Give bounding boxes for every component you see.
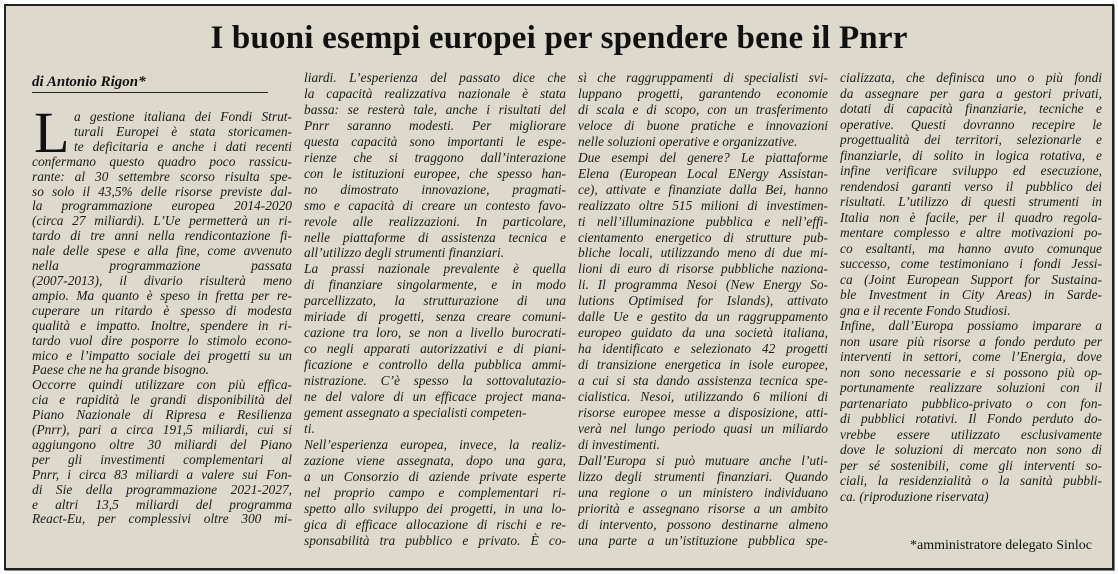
article-column-3 (578, 70, 828, 549)
text-line: confermano questo quadro poco rassicu- (32, 154, 292, 169)
text-line: interventi in settori, come l’Energia, dove (840, 349, 1102, 364)
text-line: per gli investimenti complementari al (32, 452, 292, 467)
text-line: parcellizzato, la strutturazione di una (304, 293, 566, 309)
text-line: zazione viene assegnata, dopo una gara, (304, 452, 566, 468)
text-line: cuperare un ritardo è spesso di modesta (32, 303, 292, 318)
text-line: ficazione e controllo della pubblica ammi- (304, 357, 566, 373)
text-line: smo e capacità di creare un contesto favo- (304, 197, 566, 213)
text-line: progettualità dei territori, selezionarle e (840, 132, 1102, 147)
text-line: ble Investment in City Areas) in Sarde- (840, 287, 1102, 302)
text-line: di Sie della programmazione 2021-2027, (32, 482, 292, 497)
text-line: revole alle realizzazioni. In particolare, (304, 213, 566, 229)
text-line: di intervento, possono destinarne almeno (578, 516, 828, 532)
byline: di Antonio Rigon* (32, 74, 268, 93)
article-column-4 (840, 70, 1102, 504)
text-line: a cui si sta dando assistenza tecnica spe- (578, 373, 828, 389)
text-line: cialistica. Nesoi, utilizzando 6 milioni di (578, 389, 828, 405)
text-line: miriade di progetti, senza creare comuni- (304, 309, 566, 325)
text-line: per sé sostenibili, come gli interventi so- (840, 457, 1102, 473)
text-line: di pubblici rotativi. Il Fondo perduto do- (840, 411, 1102, 426)
drop-cap: L (34, 100, 70, 165)
text-line: vrebbe essere utilizzato esclusivamente (840, 426, 1102, 442)
text-line: so solo il 43,5% delle risorse previste dal- (32, 184, 292, 199)
text-line: nale delle spese e alla fine, come avvenuto (32, 244, 292, 259)
text-line: operative. Questi dovranno recepire le (840, 116, 1102, 132)
text-line: dalle Ue e gestito da un raggruppamento (578, 309, 828, 325)
text-line: nel proprio campo e complementari ri- (304, 484, 566, 500)
text-line: veloce di buone pratiche e innovazioni (578, 117, 828, 133)
text-line: risorse europee messe a disposizione, atti- (578, 405, 828, 421)
text-line: sì che raggruppamenti di specialisti svi- (578, 70, 828, 85)
text-line: li. Il programma Nesoi (New Energy So- (578, 277, 828, 293)
text-line: liardi. L’esperienza del passato dice che (304, 70, 566, 85)
article-column-2 (304, 70, 566, 549)
text-line: gement assegnato a specialisti competen- (304, 405, 527, 421)
text-line: gna e il recente Fondo Studiosi. (840, 302, 1011, 318)
text-line: priorità e assegnano risorse a un ambito (578, 500, 828, 516)
text-line: realizzato oltre 515 milioni di investimen- (578, 197, 828, 213)
text-line: bliche locali, utilizzando meno di due mi- (578, 245, 828, 261)
text-line: ampio. Ma quanto è speso in fretta per re- (32, 288, 292, 303)
text-line: React-Eu, per complessivi oltre 300 mi- (32, 512, 292, 527)
text-line: sponsabilità tra pubblico e privato. È co- (304, 532, 566, 548)
text-line: di finanziare singolarmente, e in modo (304, 277, 566, 293)
text-line: ti nell’illuminazione pubblica e nell’effi- (578, 213, 828, 229)
text-line: tardo vuol dire posporre lo stimolo econo- (32, 333, 292, 348)
text-line: Italia non è facile, per il quadro regola- (840, 209, 1102, 225)
text-line: ti. (304, 420, 315, 436)
text-line: Infine, dall’Europa possiamo imparare a (840, 318, 1102, 333)
text-line: gica di efficace allocazione di rischi e re- (304, 516, 566, 532)
text-line: Paese che ne ha grande bisogno. (32, 363, 210, 378)
text-line: cazione tra loro, se non a livello burocrati- (304, 325, 566, 341)
text-line: tardo di tre anni nella rendicontazione fi- (32, 229, 292, 244)
text-line: Elena (European Local ENergy Assistan- (578, 165, 828, 181)
text-line: spetto allo sviluppo dei progetti, in una lo- (304, 500, 566, 516)
author-note: *amministratore delegato Sinloc (910, 538, 1092, 553)
text-line: dotati di capacità finanziarie, tecniche e (840, 101, 1102, 116)
text-line: finanziarle, di solito in logica rotativa, e (840, 147, 1102, 163)
text-line: una parte a un’istituzione pubblica spe- (578, 532, 828, 548)
text-line: europeo guidato da una società italiana, (578, 325, 828, 341)
text-line: a gestione italiana dei Fondi Strut- (74, 110, 292, 124)
text-line: te deficitaria e anche i dati recenti (74, 139, 292, 154)
text-line: di scala e di scopo, con un trasferimento (578, 101, 828, 117)
text-line: lioni di euro di risorse pubbliche naziona- (578, 261, 828, 277)
text-line: Pnrr, i circa 83 miliardi a valere sui Fon- (32, 467, 292, 482)
text-line: ha identificato e selezionato 42 progetti (578, 341, 828, 357)
text-line: (circa 27 miliardi). L’Ue permetterà un ri- (32, 214, 292, 229)
text-line: aggiungono oltre 30 miliardi del Piano (32, 437, 292, 452)
text-line: da assegnare per gara a gestori privati, (840, 85, 1102, 101)
text-line: rienze che si traggono dall’interazione (304, 149, 566, 165)
text-line: cializzata, che definisca uno o più fondi (840, 70, 1102, 85)
text-line: nelle soluzioni operative e organizzative. (578, 133, 798, 149)
article-clipping (4, 4, 1114, 570)
text-line: Dall’Europa si può mutuare anche l’uti- (578, 452, 828, 468)
text-line: la capacità realizzativa nazionale è stata (304, 85, 566, 101)
text-line: non sono necessarie e si possono più op- (840, 364, 1102, 380)
text-line: ce), attivate e finanziate dalla Bei, hanno (578, 181, 828, 197)
text-line: verà nel lungo periodo quasi un miliardo (578, 420, 828, 436)
text-line: ne del valore di un efficace project mana- (304, 389, 566, 405)
text-line: co negli apparati autorizzativi e di piani- (304, 341, 566, 357)
text-line: nella programmazione passata (32, 259, 292, 274)
text-line: mico e l’impatto sociale dei progetti su un (32, 348, 292, 363)
text-line: la programmazione europea 2014-2020 (32, 199, 292, 214)
text-line: Occorre quindi utilizzare con più effica- (32, 378, 292, 393)
text-line: di investimenti. (578, 436, 660, 452)
text-line: Pnrr saranno modesti. Per migliorare (304, 117, 566, 133)
text-line: co esaltanti, ma hanno avuto comunque (840, 240, 1102, 256)
text-line: dove le soluzioni di mercato non sono di (840, 442, 1102, 457)
text-line: La prassi nazionale prevalente è quella (304, 261, 566, 277)
text-line: nistrazione. C’è spesso la sottovalutazio- (304, 373, 566, 389)
text-line: e altri 13,5 miliardi del programma (32, 497, 292, 512)
text-line: con le istituzioni europee, che spesso han- (304, 165, 566, 181)
text-line: nelle piattaforme di assistenza tecnica e (304, 229, 566, 245)
text-line: luppano progetti, garantendo economie (578, 85, 828, 101)
text-line: Due esempi del genere? Le piattaforme (578, 149, 828, 165)
text-line: no dimostrato innovazione, pragmati- (304, 181, 566, 197)
text-line: Nell’esperienza europea, invece, la realiz- (304, 436, 566, 452)
text-line: successo, come testimoniano i fondi Jessi- (840, 256, 1102, 271)
text-line: bassa: se resterà tale, anche i risultati del (304, 101, 566, 117)
text-line: (2007-2013), il divario risulterà meno (32, 273, 292, 288)
text-line: lutions Optimised for Islands), attivato (578, 293, 828, 309)
text-line: a un Consorzio di aziende private esperte (304, 468, 566, 484)
text-line: turali Europei è stata storicamen- (74, 124, 292, 139)
text-line: partenariato pubblico-privato o con fon- (840, 395, 1102, 411)
text-line: cia e rapidità le grandi disponibilità del (32, 393, 292, 408)
headline: I buoni esempi europei per spendere bene il Pnrr (210, 20, 908, 56)
text-line: cientamento energetico di strutture pub- (578, 229, 828, 245)
text-line: di transizione energetica in isole europee, (578, 357, 828, 373)
text-line: all’utilizzo degli strumenti finanziari. (304, 245, 505, 261)
article-column-1 (32, 100, 292, 527)
text-line: lizzo degli strumenti finanziari. Quando (578, 468, 828, 484)
text-line: ca (Joint European Support for Sustaina- (840, 271, 1102, 287)
text-line: (Pnrr), pari a circa 191,5 miliardi, cui si (32, 423, 292, 438)
text-line: risultati. L’utilizzo di questi strumenti in (840, 194, 1102, 209)
text-line: mentare complesso e altre motivazioni po- (840, 225, 1102, 240)
text-line: Piano Nazionale di Ripresa e Resilienza (32, 408, 292, 423)
text-line: rendendosi garanti verso il pubblico dei (840, 178, 1102, 194)
text-line: rante: al 30 settembre scorso risulta spe- (32, 169, 292, 184)
text-line: questa capacità sono importanti le espe- (304, 133, 566, 149)
text-line: non usare più risorse a fondo perduto per (840, 333, 1102, 349)
text-line: infine verificare sviluppo ed esecuzione, (840, 163, 1102, 178)
text-line: ca. (riproduzione riservata) (840, 488, 989, 504)
text-line: una regione o un ministero individuano (578, 484, 828, 500)
text-line: qualità e impatto. Inoltre, spendere in ri- (32, 318, 292, 333)
text-line: portunamente realizzare soluzioni con il (840, 380, 1102, 395)
text-line: ciali, la residenzialità o la sanità pubbli- (840, 473, 1102, 488)
